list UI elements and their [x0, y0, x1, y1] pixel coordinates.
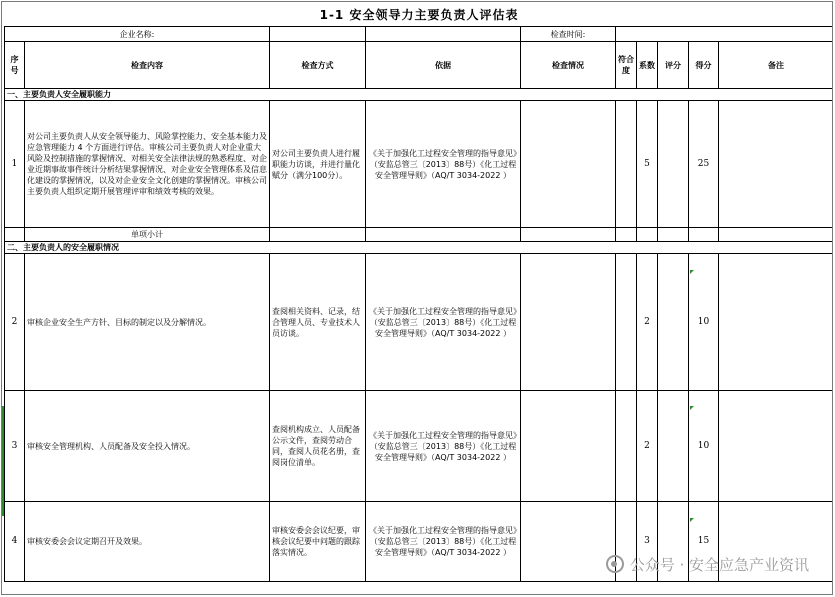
row-score[interactable] — [658, 101, 689, 228]
watermark — [606, 552, 809, 576]
watermark-text: 公众号 · 安全应急产业资讯 — [629, 555, 809, 574]
row-total[interactable]: 10 — [689, 254, 719, 391]
row-status[interactable] — [521, 391, 616, 502]
row-basis[interactable]: 《关于加强化工过程安全管理的指导意见》（安监总管三〔2013〕88号）《化工过程安全管理导则》（AQ/T 3034-2022 ） — [366, 101, 521, 228]
header-seq: 序号 — [5, 42, 25, 89]
spreadsheet-frame — [1, 1, 833, 595]
row-coef[interactable]: 2 — [637, 254, 658, 391]
header-total: 得分 — [689, 42, 719, 89]
cell-comment-indicator — [690, 270, 694, 274]
row-method[interactable]: 查阅相关资料、记录，结合管理人员、专业技术人员访谈。 — [270, 254, 366, 391]
row-seq: 2 — [5, 254, 25, 391]
row-remark[interactable] — [719, 391, 834, 502]
company-name-value[interactable] — [366, 27, 521, 42]
row-content[interactable]: 审核安全管理机构、人员配备及安全投入情况。 — [25, 391, 270, 502]
row-remark[interactable] — [719, 101, 834, 228]
table-row — [5, 254, 834, 391]
row-score[interactable] — [658, 254, 689, 391]
assessment-table — [4, 4, 833, 582]
row-coef[interactable]: 5 — [637, 101, 658, 228]
row-basis[interactable]: 《关于加强化工过程安全管理的指导意见》（安监总管三〔2013〕88号）《化工过程安全管理导则》（AQ/T 3034-2022 ） — [366, 254, 521, 391]
header-coef: 系数 — [637, 42, 658, 89]
header-score: 评分 — [658, 42, 689, 89]
header-basis: 依据 — [366, 42, 521, 89]
row-content[interactable]: 对公司主要负责人从安全领导能力、风险掌控能力、安全基本能力及应急管理能力 4 个方面进行评估。审核公司主要负责人对企业重大风险及控制措施的掌握情况、对相关安全法律法规的熟悉程度、对企业近期事故事件统计分析结果掌握情况、对企业安全管理体系及信息化建设的掌握情况，以及对企业安全文化创建的掌握情况。审核公司主要负责人组织定期开展管理评审和绩效考核的效果。 — [25, 101, 270, 228]
subtotal-label: 单项小计 — [25, 228, 270, 242]
row-seq: 4 — [5, 502, 25, 582]
inspection-date-label: 检查时间: — [521, 27, 616, 42]
section-title: 二、主要负责人的安全履职情况 — [5, 242, 834, 254]
subtotal-row — [5, 228, 834, 242]
company-name-label: 企业名称: — [5, 27, 270, 42]
row-basis[interactable]: 《关于加强化工过程安全管理的指导意见》（安监总管三〔2013〕88号）《化工过程安全管理导则》（AQ/T 3034-2022 ） — [366, 391, 521, 502]
row-coef[interactable]: 3 — [637, 502, 658, 582]
header-method: 检查方式 — [270, 42, 366, 89]
row-basis[interactable]: 《关于加强化工过程安全管理的指导意见》（安监总管三〔2013〕88号）《化工过程安全管理导则》（AQ/T 3034-2022 ） — [366, 502, 521, 582]
header-conform: 符合度 — [616, 42, 637, 89]
row-remark[interactable] — [719, 254, 834, 391]
wechat-icon — [606, 555, 624, 573]
row-total[interactable]: 10 — [689, 391, 719, 502]
row-status[interactable] — [521, 502, 616, 582]
selection-edge — [2, 406, 4, 516]
header-status: 检查情况 — [521, 42, 616, 89]
row-method[interactable]: 审核安委会会议纪要，审核会议纪要中问题的跟踪落实情况。 — [270, 502, 366, 582]
row-conform[interactable] — [616, 391, 637, 502]
row-status[interactable] — [521, 254, 616, 391]
cell-comment-indicator — [690, 406, 694, 410]
inspection-date-value[interactable] — [616, 27, 834, 42]
subtotal-cell[interactable] — [637, 228, 658, 242]
row-conform[interactable] — [616, 101, 637, 228]
subtotal-cell[interactable] — [658, 228, 689, 242]
row-total[interactable]: 15 — [689, 502, 719, 582]
table-title: 1-1 安全领导力主要负责人评估表 — [319, 7, 519, 22]
subtotal-cell[interactable] — [719, 228, 834, 242]
company-name-cell[interactable] — [270, 27, 366, 42]
row-score[interactable] — [658, 391, 689, 502]
row-total[interactable]: 25 — [689, 101, 719, 228]
subtotal-cell[interactable] — [270, 228, 366, 242]
table-row — [5, 391, 834, 502]
row-conform[interactable] — [616, 254, 637, 391]
row-coef[interactable]: 2 — [637, 391, 658, 502]
subtotal-cell[interactable] — [689, 228, 719, 242]
row-status[interactable] — [521, 101, 616, 228]
header-remark: 备注 — [719, 42, 834, 89]
row-content[interactable]: 审核安委会会议定期召开及效果。 — [25, 502, 270, 582]
row-seq: 3 — [5, 391, 25, 502]
subtotal-cell[interactable] — [616, 228, 637, 242]
row-seq: 1 — [5, 101, 25, 228]
row-content[interactable]: 审核企业安全生产方针、目标的制定以及分解情况。 — [25, 254, 270, 391]
subtotal-cell[interactable] — [521, 228, 616, 242]
subtotal-cell[interactable] — [366, 228, 521, 242]
section-title: 一、主要负责人安全履职能力 — [5, 89, 834, 101]
row-method[interactable]: 查阅机构成立、人员配备公示文件，查阅劳动合同，查阅人员花名册，查阅岗位清单。 — [270, 391, 366, 502]
cell-comment-indicator — [690, 518, 694, 522]
table-row — [5, 101, 834, 228]
header-content: 检查内容 — [25, 42, 270, 89]
row-method[interactable]: 对公司主要负责人进行履职能力访谈，并进行量化赋分（满分100分）。 — [270, 101, 366, 228]
